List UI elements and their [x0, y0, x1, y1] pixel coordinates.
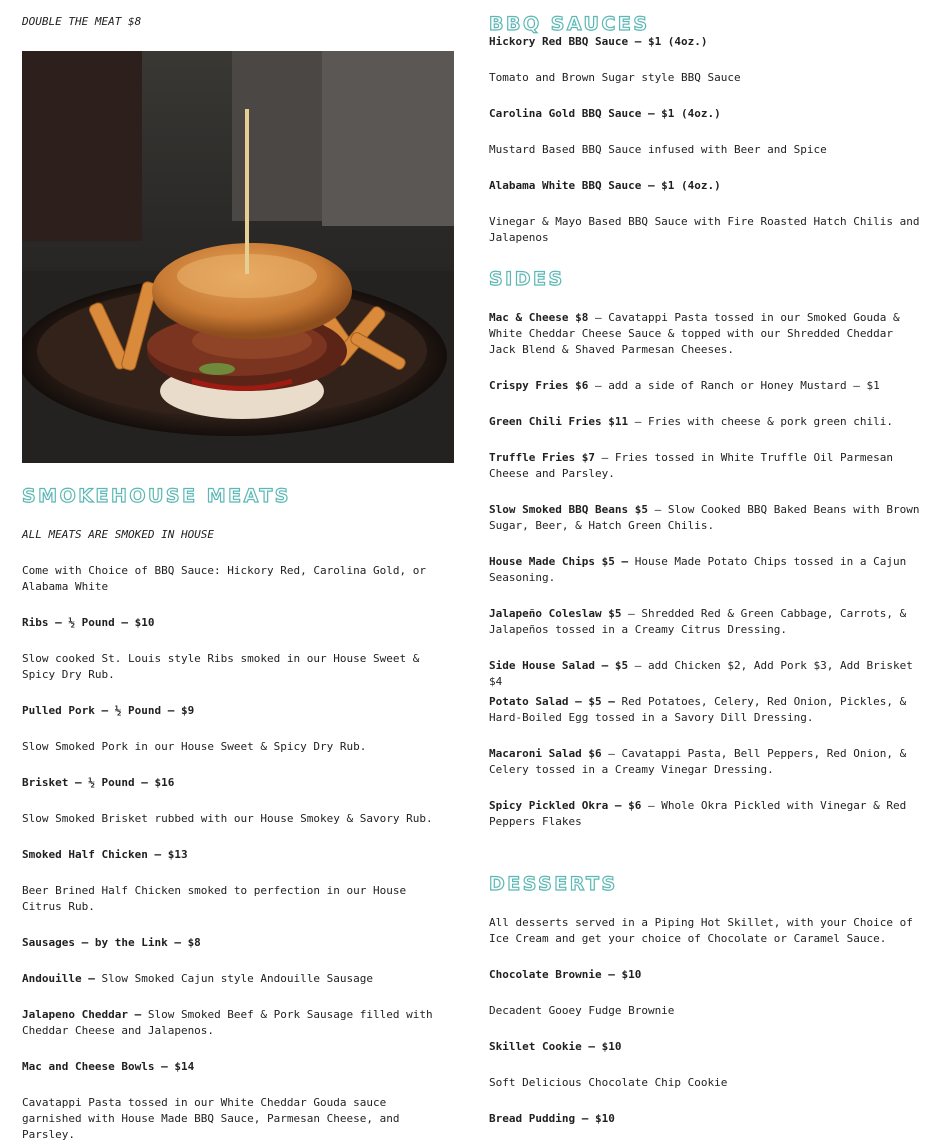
side-name: Truffle Fries $7: [489, 451, 595, 464]
half-chicken-desc: Beer Brined Half Chicken smoked to perfection in our House Citrus Rub.: [22, 884, 407, 913]
brisket-desc: Slow Smoked Brisket rubbed with our House Smokey & Savory Rub.: [22, 812, 433, 825]
side-item: [489, 378, 921, 394]
side-item: [489, 694, 921, 726]
ribs-desc: Slow cooked St. Louis style Ribs smoked in our House Sweet & Spicy Dry Rub.: [22, 652, 420, 681]
side-item: [489, 606, 921, 638]
side-desc: – Fries with cheese & pork green chili.: [628, 415, 893, 428]
hickory-red-desc: Tomato and Brown Sugar style BBQ Sauce: [489, 71, 741, 84]
alabama-white-title: Alabama White BBQ Sauce – $1 (4oz.): [489, 179, 721, 192]
side-desc: – Shredded Red & Green Cabbage, Carrots, & Jalapeños tossed in a Creamy Citrus Dressing.: [489, 607, 907, 636]
side-name: Crispy Fries $6: [489, 379, 589, 392]
side-name: Side House Salad – $5: [489, 659, 629, 672]
brisket-title: Brisket – ½ Pound – $16: [22, 776, 175, 789]
smoked-in-house-note: ALL MEATS ARE SMOKED IN HOUSE: [22, 528, 215, 541]
carolina-gold-desc: Mustard Based BBQ Sauce infused with Beer and Spice: [489, 143, 827, 156]
skillet-cookie-desc: Soft Delicious Chocolate Chip Cookie: [489, 1076, 728, 1089]
side-item: [489, 450, 921, 482]
side-name: Slow Smoked BBQ Beans $5: [489, 503, 648, 516]
side-desc: – Cavatappi Pasta tossed in our Smoked Gouda & White Cheddar Cheese Sauce & topped with our Shredded Cheddar Jack Blend & Shaved Parmesan Cheeses.: [489, 311, 900, 356]
mac-bowls-title: Mac and Cheese Bowls – $14: [22, 1060, 195, 1073]
jalapeno-cheddar-desc: Slow Smoked Beef & Pork Sausage filled with Cheddar Cheese and Jalapenos.: [22, 1008, 433, 1037]
half-chicken-title: Smoked Half Chicken – $13: [22, 848, 188, 861]
side-item: [489, 746, 921, 778]
chocolate-brownie-title: Chocolate Brownie – $10: [489, 968, 642, 981]
side-item: [489, 798, 921, 830]
side-name: House Made Chips $5 –: [489, 555, 629, 568]
side-desc: – Cavatappi Pasta, Bell Peppers, Red Onion, & Celery tossed in a Creamy Vinegar Dressing.: [489, 747, 907, 776]
side-name: Macaroni Salad $6: [489, 747, 602, 760]
double-meat-note: DOUBLE THE MEAT $8: [22, 15, 142, 28]
pulled-pork-desc: Slow Smoked Pork in our House Sweet & Spicy Dry Rub.: [22, 740, 367, 753]
jalapeno-cheddar-name: Jalapeno Cheddar –: [22, 1008, 142, 1021]
sides-heading: SIDES: [489, 268, 565, 290]
side-name: Mac & Cheese $8: [489, 311, 589, 324]
bread-pudding-title: Bread Pudding – $10: [489, 1112, 615, 1125]
mac-bowls-desc: Cavatappi Pasta tossed in our White Cheddar Gouda sauce garnished with House Made BBQ Sauce, Parmesan Cheese, and Parsley.: [22, 1096, 400, 1141]
side-desc: – Whole Okra Pickled with Vinegar & Red Peppers Flakes: [489, 799, 907, 828]
side-desc: – Slow Cooked BBQ Baked Beans with Brown Sugar, Beer, & Hatch Green Chilis.: [489, 503, 920, 532]
alabama-white-desc: Vinegar & Mayo Based BBQ Sauce with Fire Roasted Hatch Chilis and Jalapenos: [489, 215, 920, 244]
side-item: [489, 310, 921, 358]
side-item: [489, 658, 929, 690]
carolina-gold-title: Carolina Gold BBQ Sauce – $1 (4oz.): [489, 107, 721, 120]
side-item: [489, 502, 921, 534]
bbq-sauces-heading: BBQ SAUCES: [489, 13, 650, 35]
andouille-desc: Slow Smoked Cajun style Andouille Sausage: [94, 972, 374, 985]
hickory-red-title: Hickory Red BBQ Sauce – $1 (4oz.): [489, 35, 708, 48]
pulled-pork-title: Pulled Pork – ½ Pound – $9: [22, 704, 195, 717]
side-name: Green Chili Fries $11: [489, 415, 629, 428]
side-desc: Red Potatoes, Celery, Red Onion, Pickles, & Hard-Boiled Egg tossed in a Savory Dill Dressing.: [489, 695, 907, 724]
side-name: Potato Salad – $5 –: [489, 695, 615, 708]
side-item: [489, 414, 921, 430]
sausages-title: Sausages – by the Link – $8: [22, 936, 201, 949]
side-name: Spicy Pickled Okra – $6: [489, 799, 642, 812]
side-desc: – add Chicken $2, Add Pork $3, Add Brisket $4: [489, 659, 913, 688]
chocolate-brownie-desc: Decadent Gooey Fudge Brownie: [489, 1004, 675, 1017]
choice-of-sauce-note: Come with Choice of BBQ Sauce: Hickory Red, Carolina Gold, or Alabama White: [22, 564, 426, 593]
sandwich-illustration: [22, 51, 454, 463]
andouille-item: [22, 971, 452, 987]
side-item: [489, 554, 921, 586]
smokehouse-meats-heading: SMOKEHOUSE MEATS: [22, 485, 291, 507]
ribs-title: Ribs – ½ Pound – $10: [22, 616, 155, 629]
side-desc: – Fries tossed in White Truffle Oil Parmesan Cheese and Parsley.: [489, 451, 893, 480]
andouille-name: Andouille –: [22, 972, 95, 985]
pulled-pork-sandwich-photo: [22, 51, 454, 463]
jalapeno-cheddar-item: [22, 1007, 452, 1039]
side-desc: House Made Potato Chips tossed in a Cajun Seasoning.: [489, 555, 907, 584]
desserts-intro: All desserts served in a Piping Hot Skillet, with your Choice of Ice Cream and get your choice of Chocolate or Caramel Sauce.: [489, 916, 913, 945]
side-desc: – add a side of Ranch or Honey Mustard – $1: [588, 379, 880, 392]
side-name: Jalapeño Coleslaw $5: [489, 607, 622, 620]
desserts-heading: DESSERTS: [489, 873, 618, 895]
skillet-cookie-title: Skillet Cookie – $10: [489, 1040, 622, 1053]
